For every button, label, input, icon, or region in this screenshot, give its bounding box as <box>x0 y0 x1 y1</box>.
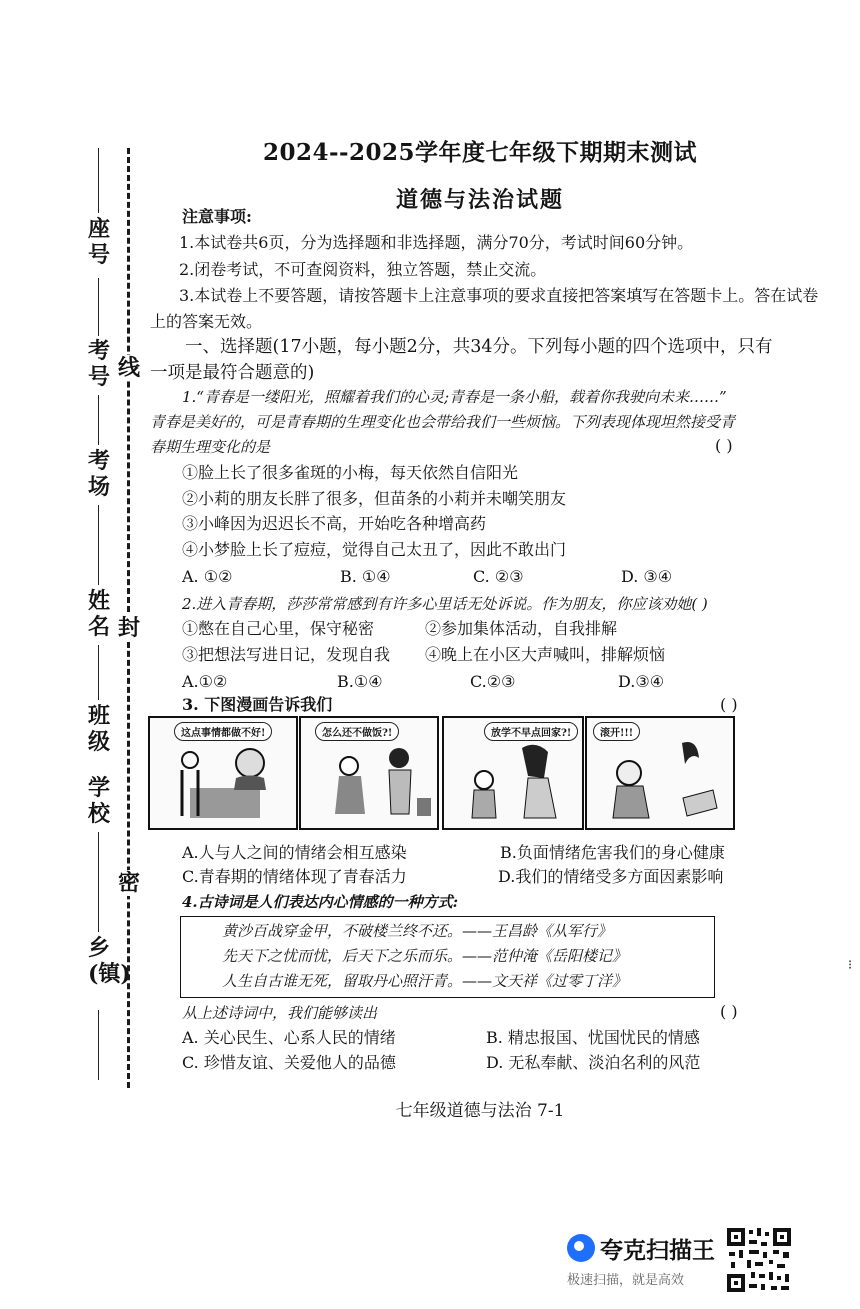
seal-mark-seal: 封 <box>118 615 141 641</box>
speech-bubble: 放学不早点回家?! <box>484 722 578 741</box>
seal-mark-line: 线 <box>118 355 141 381</box>
section-intro: 一、选择题(17小题，每小题2分，共34分。下列每小题的四个选项中，只有 <box>185 337 773 357</box>
choice-b[interactable]: B. ①④ <box>340 567 391 586</box>
speech-bubble: 这点事情都做不好! <box>174 722 272 741</box>
q1-stem-cont: 青春是美好的，可是青春期的生理变化也会带给我们一些烦恼。下列表现体现坦然接受青 <box>150 413 736 431</box>
choice-d[interactable]: D. ③④ <box>621 567 673 586</box>
field-seat-number: 座号 <box>88 216 111 268</box>
field-exam-number: 考号 <box>88 338 111 390</box>
seal-mark-secret: 密 <box>118 870 141 896</box>
q2-option: ①憋在自己心里，保守秘密 <box>182 619 375 638</box>
choice-a[interactable]: A.人与人之间的情绪会相互感染 <box>182 843 407 862</box>
q2-option: ④晚上在小区大声喊叫，排解烦恼 <box>425 645 666 664</box>
blank-line <box>98 395 99 445</box>
comic-panel-3 <box>442 716 584 830</box>
choice-c[interactable]: C. ②③ <box>473 567 524 586</box>
blank-line <box>98 645 99 700</box>
choice-a[interactable]: A. 关心民生、心系人民的情绪 <box>182 1028 396 1047</box>
field-school: 学校 <box>88 775 111 827</box>
section-intro-cont: 一项是最符合题意的) <box>150 363 315 383</box>
poem-line: 人生自古谁无死，留取丹心照汗青。——文天祥《过零丁洋》 <box>222 972 628 990</box>
qr-code-icon <box>725 1226 793 1294</box>
note-item: 1.本试卷共6页，分为选择题和非选择题，满分70分，考试时间60分钟。 <box>179 233 694 252</box>
q4-stem: 4.古诗词是人们表达内心情感的一种方式: <box>182 893 459 911</box>
q1-option: ④小梦脸上长了痘痘，觉得自己太丑了，因此不敢出门 <box>182 540 567 559</box>
choice-b[interactable]: B. 精忠报国、忧国忧民的情感 <box>486 1028 700 1047</box>
blank-line <box>98 505 99 585</box>
field-name: 姓名 <box>88 588 111 640</box>
q1-stem: 1.“青春是一缕阳光，照耀着我们的心灵;青春是一条小船，载着你我驶向未来……” <box>182 388 727 406</box>
speech-bubble: 滚开!!! <box>593 722 640 741</box>
q1-stem-cont: 春期生理变化的是 <box>150 438 271 456</box>
blank-line <box>98 832 99 932</box>
answer-paren: ( ) <box>720 695 738 714</box>
q1-option: ①脸上长了很多雀斑的小梅，每天依然自信阳光 <box>182 463 519 482</box>
poem-line: 先天下之忧而忧，后天下之乐而乐。——范仲淹《岳阳楼记》 <box>222 947 628 965</box>
answer-paren: ( ) <box>715 436 733 455</box>
scan-artifact: ⁝ <box>848 958 853 973</box>
comic-panel-4 <box>585 716 735 830</box>
choice-c[interactable]: C.②③ <box>470 672 516 691</box>
comic-panel-2 <box>299 716 439 830</box>
choice-b[interactable]: B.①④ <box>337 672 383 691</box>
field-exam-room: 考场 <box>88 448 111 500</box>
comic-panel-1 <box>148 716 298 830</box>
choice-c[interactable]: C.青春期的情绪体现了青春活力 <box>182 867 407 886</box>
choice-d[interactable]: D.我们的情绪受多方面因素影响 <box>498 867 724 886</box>
note-item: 上的答案无效。 <box>150 312 263 331</box>
q2-option: ②参加集体活动，自我排解 <box>425 619 618 638</box>
poem-line: 黄沙百战穿金甲，不破楼兰终不还。——王昌龄《从军行》 <box>222 922 613 940</box>
speech-bubble: 怎么还不做饭?! <box>315 722 399 741</box>
q1-option: ③小峰因为迟迟长不高，开始吃各种增高药 <box>182 514 487 533</box>
field-class: 班级 <box>88 703 111 755</box>
blank-line <box>98 278 99 336</box>
q2-option: ③把想法写进日记，发现自我 <box>182 645 391 664</box>
q1-option: ②小莉的朋友长胖了很多，但苗条的小莉并未嘲笑朋友 <box>182 489 567 508</box>
note-item: 2.闭卷考试，不可查阅资料，独立答题，禁止交流。 <box>179 260 547 279</box>
q2-stem: 2.进入青春期，莎莎常常感到有许多心里话无处诉说。作为朋友，你应该劝她( ) <box>182 595 708 613</box>
q4-prompt: 从上述诗词中，我们能够读出 <box>182 1004 378 1022</box>
choice-a[interactable]: A. ①② <box>182 567 233 586</box>
page-title: 2024--2025学年度七年级下期期末测试 <box>262 139 698 166</box>
choice-d[interactable]: D.③④ <box>618 672 665 691</box>
scanner-slogan: 极速扫描，就是高效 <box>567 1273 685 1288</box>
field-township: 乡(镇) <box>88 935 131 987</box>
choice-c[interactable]: C. 珍惜友谊、关爱他人的品德 <box>182 1053 396 1072</box>
note-item: 3.本试卷上不要答题，请按答题卡上注意事项的要求直接把答案填写在答题卡上。答在试卷 <box>179 286 819 305</box>
notes-heading: 注意事项: <box>182 207 252 226</box>
choice-d[interactable]: D. 无私奉献、淡泊名利的风范 <box>486 1053 701 1072</box>
scanner-logo-icon <box>567 1234 595 1262</box>
answer-paren: ( ) <box>720 1002 738 1021</box>
scanner-brand-name: 夸克扫描王 <box>600 1238 715 1264</box>
page-footer: 七年级道德与法治 7-1 <box>395 1101 565 1121</box>
blank-line <box>98 1010 99 1080</box>
choice-b[interactable]: B.负面情绪危害我们的身心健康 <box>500 843 725 862</box>
q3-stem: 3. 下图漫画告诉我们 <box>182 695 333 714</box>
choice-a[interactable]: A.①② <box>182 672 228 691</box>
page-subtitle: 道德与法治试题 <box>395 187 564 213</box>
